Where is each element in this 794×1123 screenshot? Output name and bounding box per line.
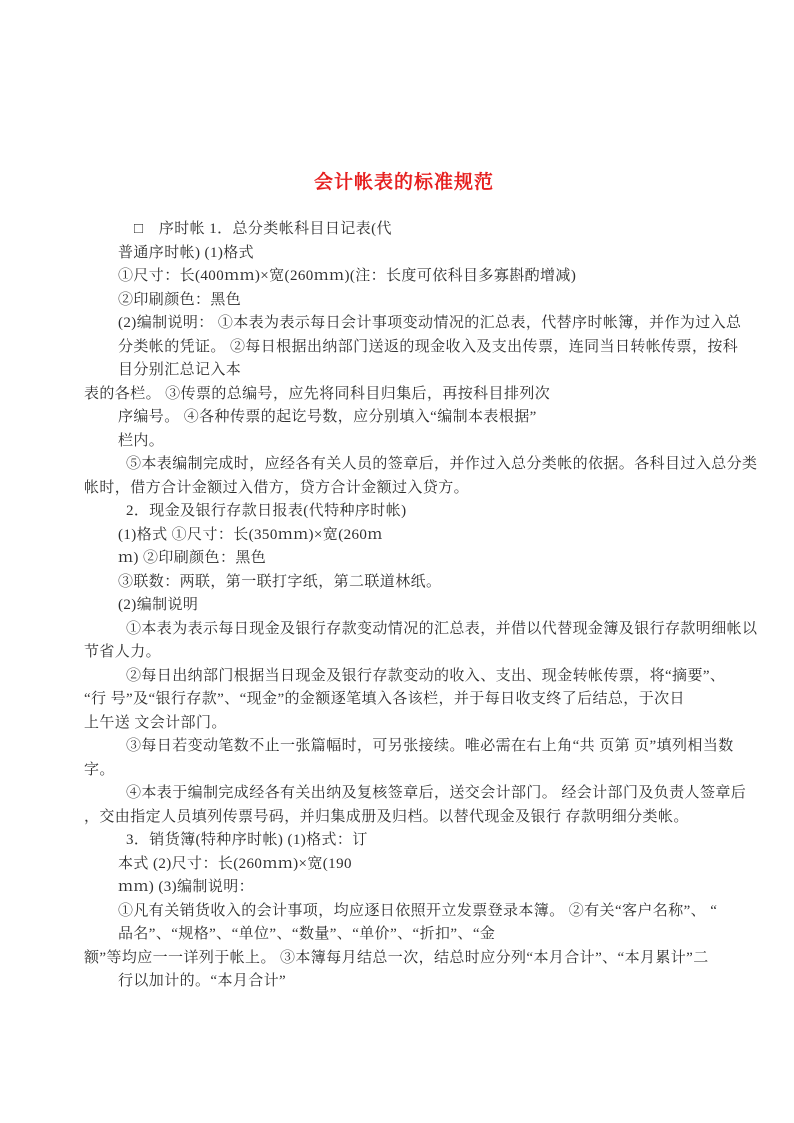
text-line: 序编号。 ④各种传票的起讫号数，应分别填入“编制本表根据” <box>118 409 537 425</box>
text-line: 2．现金及银行存款日报表(代特种序时帐) <box>126 503 407 519</box>
text-line: 本式 (2)尺寸：长(260ｍｍ)×宽(190 <box>118 855 352 872</box>
text-line: ⑤本表编制完成时，应经各有关人员的签章后，并作过入总分类帐的依据。各科目过入总分类 <box>126 456 758 472</box>
text-line: 3．销货簿(特种序时帐) (1)格式：订 <box>126 832 368 848</box>
text-line: ①尺寸：长(400ｍｍ)×宽(260ｍｍ)(注：长度可依科目多寡斟酌增减) <box>118 268 577 284</box>
text-line: 栏内。 <box>118 432 165 449</box>
text-line: 品名”、“规格”、“单位”、“数量”、“单价”、“折扣”、“金 <box>118 926 496 942</box>
text-line: 字。 <box>84 761 115 778</box>
text-line: 额”等均应一一详列于帐上。 ③本簿每月结总一次，结总时应分列“本月合计”、“本月累计”二 <box>84 949 709 966</box>
text-line: ③联数：两联，第一联打字纸，第二联道林纸。 <box>118 573 442 590</box>
text-line: ②印刷颜色：黑色 <box>118 291 242 308</box>
text-line: 行以加计的。“本月合计” <box>118 973 287 989</box>
text-line: 表的各栏。 ③传票的总编号，应先将同科目归集后，再按科目排列次 <box>84 385 551 402</box>
text-line: ③每日若变动笔数不止一张篇幅时，可另张接续。唯必需在右上角“共 页第 页”填列相当数 <box>126 738 734 754</box>
document-title: 会计帐表的标准规范 <box>313 171 494 193</box>
text-line: 帐时，借方合计金额过入借方，贷方合计金额过入贷方。 <box>84 479 470 496</box>
text-line: (2)编制说明： ①本表为表示每日会计事项变动情况的汇总表，代替序时帐簿，并作为过入总 <box>118 315 742 331</box>
document-body <box>84 218 758 994</box>
text-line: ④本表于编制完成经各有关出纳及复核签章后，送交会计部门。 经会计部门及负责人签章后 <box>126 785 747 801</box>
text-line: 节省人力。 <box>84 644 162 660</box>
text-line: ①凡有关销货收入的会计事项，均应逐日依照开立发票登录本簿。 ②有关“客户名称”、 “ <box>118 902 718 919</box>
text-line: ｍ) ②印刷颜色：黑色 <box>118 550 267 566</box>
text-line: ，交由指定人员填列传票号码，并归集成册及归档。以替代现金及银行 存款明细分类帐。 <box>84 808 689 825</box>
text-line: 上午送 文会计部门。 <box>84 714 227 731</box>
text-line: ①本表为表示每日现金及银行存款变动情况的汇总表，并借以代替现金簿及银行存款明细帐以 <box>126 620 758 637</box>
text-line: 目分别汇总记入本 <box>118 362 242 378</box>
text-line: 普通序时帐) (1)格式 <box>118 244 255 261</box>
text-line: ②每日出纳部门根据当日现金及银行存款变动的收入、支出、现金转帐传票，将“摘要”、 <box>126 667 726 684</box>
text-line: (2)编制说明 <box>118 597 199 613</box>
text-line: 分类帐的凭证。 ②每日根据出纳部门送返的现金收入及支出传票，连同当日转帐传票，按科 <box>118 338 739 355</box>
text-line: ｍｍ) (3)编制说明： <box>118 879 255 895</box>
text-line: □ 序时帐 1．总分类帐科目日记表(代 <box>134 221 392 237</box>
text-line: (1)格式 ①尺寸：长(350ｍｍ)×宽(260ｍ <box>118 526 383 543</box>
text-line: “行 号”及“银行存款”、“现金”的金额逐笔填入各该栏，并于每日收支终了后结总，于次日 <box>84 691 685 707</box>
